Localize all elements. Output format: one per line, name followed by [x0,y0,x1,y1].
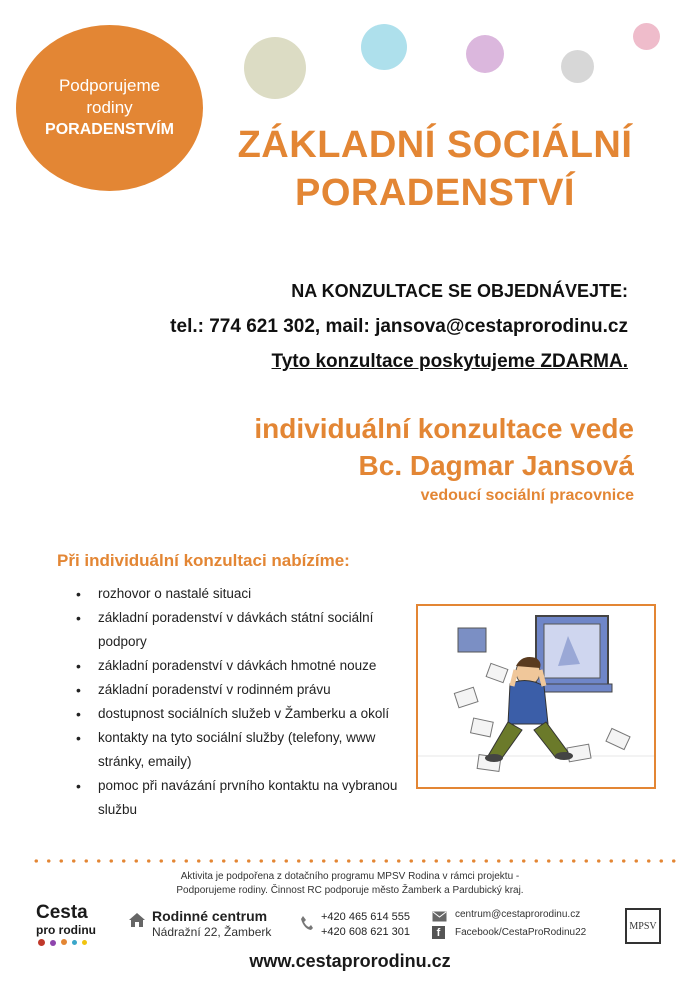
facebook-icon: f [432,926,445,939]
phone-icon [300,915,314,936]
list-item: • dostupnost sociálních služeb v Žamberku a okolí [70,702,410,726]
consultant-name: Bc. Dagmar Jansová [358,450,634,481]
page-title-line-1: ZÁKLADNÍ SOCIÁLNÍ [237,124,633,166]
offer-list [70,582,410,822]
illustration-svg [418,606,654,787]
list-item: • základní poradenství v rodinném právu [70,678,410,702]
logo-dots [36,937,116,949]
phone-1[interactable]: +420 465 614 555 [321,911,411,923]
support-text-line-1: Aktivita je podpořena z dotačního programu MPSV Rodina v rámci projektu - [180,871,520,882]
program-badge [16,25,203,191]
list-item: • pomoc při navázání prvního kontaktu na vybranou službu [70,774,410,822]
website-link[interactable]: www.cestaprorodinu.cz [249,951,451,971]
offer-heading: Při individuální konzultaci nabízíme: [57,551,350,570]
badge-line-2: rodiny [86,98,133,117]
badge-line-3: PORADENSTVÍM [45,121,174,138]
decor-dot-lilac [466,35,504,73]
free-consultation-note: Tyto konzultace poskytujeme ZDARMA. [271,351,628,372]
mail-icon [432,909,447,927]
decor-dot-blue [361,24,407,70]
support-text-line-2: Podporujeme rodiny. Činnost RC podporuje město Žamberk a Pardubický kraj. [176,885,524,896]
decor-dot-grey [561,50,594,83]
footer-divider [30,858,680,864]
consultant-intro: individuální konzultace vede [254,413,634,444]
phone-2[interactable]: +420 608 621 301 [321,926,411,938]
mpsv-text: MPSV [629,920,657,932]
logo-line-2: pro rodinu [36,923,96,937]
center-address: Nádražní 22, Žamberk [152,925,272,939]
home-icon [128,912,146,933]
email-link[interactable]: centrum@cestaprorodinu.cz [455,909,581,920]
facebook-link[interactable]: Facebook/CestaProRodinu22 [455,927,587,938]
logo-line-1: Cesta [36,902,88,923]
center-name: Rodinné centrum [152,908,268,924]
list-item: • základní poradenství v dávkách státní sociální podpory [70,606,410,654]
list-item: • kontakty na tyto sociální služby (telefony, www stránky, emaily) [70,726,410,774]
list-item: • základní poradenství v dávkách hmotné nouze [70,654,410,678]
decor-dot-beige [244,37,306,99]
consultant-role: vedoucí sociální pracovnice [420,487,634,504]
cesta-pro-rodinu-logo [36,903,116,953]
page-title-line-2: PORADENSTVÍ [295,172,575,214]
contact-phone-mail[interactable]: tel.: 774 621 302, mail: jansova@cestaprorodinu.cz [170,316,628,337]
mpsv-logo [625,908,661,944]
badge-line-1: Podporujeme [58,76,161,95]
contact-heading: NA KONZULTACE SE OBJEDNÁVEJTE: [291,281,628,301]
decor-dot-pink [633,23,660,50]
stressed-person-illustration [416,604,656,789]
list-item: • rozhovor o nastalé situaci [70,582,410,606]
